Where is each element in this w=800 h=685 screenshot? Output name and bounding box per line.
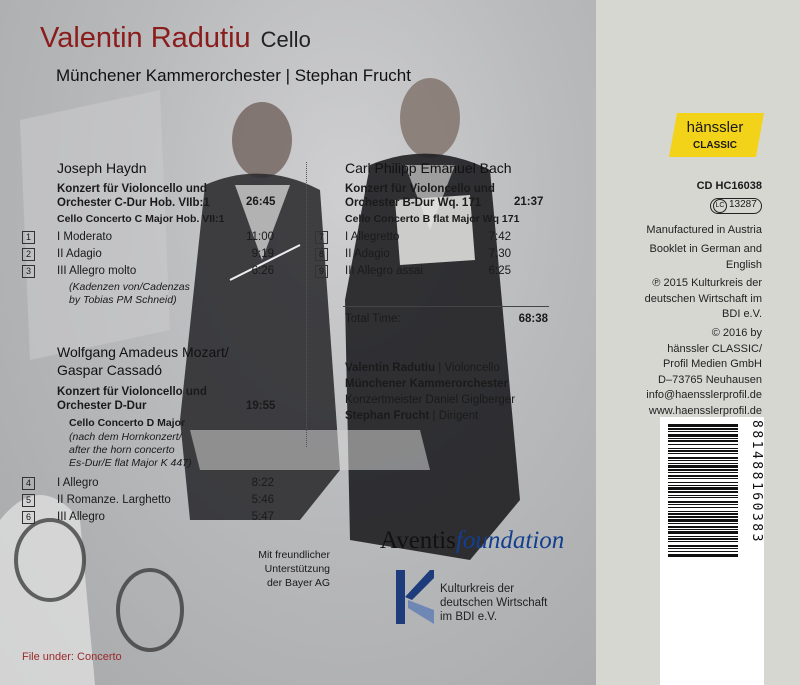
- track-number: 8: [315, 248, 328, 261]
- kulturkreis-logo-icon: [394, 570, 434, 624]
- track-title: III Allegro: [57, 511, 105, 523]
- kk-line3: im BDI e.V.: [440, 611, 498, 623]
- soloist-role: | Violoncello: [435, 362, 500, 374]
- credit-concertmaster: Konzertmeister Daniel Giglberger: [345, 394, 516, 406]
- track-row: [22, 231, 274, 246]
- track-time: 8:22: [251, 477, 274, 489]
- haydn-note-line1: (Kadenzen von/Cadenzas: [69, 281, 190, 293]
- mozart-note-line2: after the horn concerto: [69, 444, 175, 456]
- copyright: [600, 326, 762, 419]
- c-line3: Profil Medien GmbH: [662, 358, 762, 370]
- credit-orchestra: Münchener Kammerorchester: [345, 378, 508, 390]
- track-time: 6:26: [251, 265, 274, 277]
- p-line3: BDI e.V.: [722, 308, 762, 320]
- aventis-foundation-logo: [380, 527, 564, 555]
- track-row: [22, 494, 274, 509]
- track-row: [315, 265, 511, 280]
- track-row: [22, 265, 274, 280]
- p-line1: ℗ 2015 Kulturkreis der: [652, 277, 762, 289]
- p-line2: deutschen Wirtschaft im: [644, 292, 762, 305]
- conductor-name: Stephan Frucht: [345, 410, 430, 422]
- bach-title-en: Cello Concerto B flat Major Wq 171: [345, 213, 520, 225]
- soloist-name: Valentin Radutiu: [345, 362, 436, 374]
- mozart-horn-note: [69, 431, 192, 470]
- track-time: 11:00: [246, 231, 274, 243]
- haydn-title-en: Cello Concerto C Major Hob. VII:1: [57, 213, 225, 225]
- track-time: 9:19: [251, 248, 274, 260]
- booklet-info: [600, 242, 762, 273]
- mozart-composer-line1: Wolfgang Amadeus Mozart/: [57, 344, 229, 360]
- haydn-title: [57, 182, 210, 210]
- total-time-value: 68:38: [518, 313, 548, 325]
- mozart-note-line1: (nach dem Hornkonzert/: [69, 431, 182, 443]
- file-under: File under: Concerto: [22, 651, 122, 663]
- track-title: III Allegro molto: [57, 265, 137, 277]
- bach-title-line2: Orchester B-Dur Wq. 171: [345, 197, 482, 209]
- conductor-role: | Dirigent: [429, 410, 479, 422]
- catalog-number: CD HC16038: [696, 180, 762, 192]
- support-line1: Mit freundlicher: [258, 549, 330, 561]
- track-number: 2: [22, 248, 35, 261]
- instrument: Cello: [260, 27, 311, 52]
- total-time-label: Total Time:: [345, 313, 401, 325]
- track-number: 6: [22, 511, 35, 524]
- mozart-composer-line2: Gaspar Cassadó: [57, 362, 163, 378]
- lc-prefix: LC: [713, 199, 727, 213]
- lc-number: 13287: [729, 199, 757, 210]
- bach-duration: 21:37: [514, 196, 544, 208]
- track-title: II Adagio: [345, 248, 390, 260]
- label-code: [710, 198, 762, 214]
- c-line4: D–73765 Neuhausen: [658, 373, 762, 386]
- barcode-icon: [668, 422, 738, 680]
- website-link[interactable]: www.haensslerprofil.de: [648, 404, 762, 417]
- mozart-composer: [57, 344, 229, 378]
- haydn-cadenza-note: [69, 281, 190, 307]
- c-line2: hänssler CLASSIC/: [667, 342, 762, 355]
- sponsor-note: [218, 548, 330, 590]
- track-time: 6:25: [488, 265, 511, 277]
- track-time: 7:30: [488, 248, 511, 260]
- track-number: 4: [22, 477, 35, 490]
- logo-hanssler: hänssler: [686, 119, 744, 136]
- track-row: [22, 477, 274, 492]
- track-title: I Allegro: [57, 477, 99, 489]
- track-row: [315, 248, 511, 263]
- track-number: 7: [315, 231, 328, 244]
- haydn-title-line1: Konzert für Violoncello und: [57, 183, 207, 195]
- mozart-note-line3: Es-Dur/E flat Major K 447): [69, 457, 192, 469]
- bach-title-line1: Konzert für Violoncello und: [345, 183, 495, 195]
- mozart-title-line2: Orchester D-Dur: [57, 400, 147, 412]
- track-number: 1: [22, 231, 35, 244]
- mozart-duration: 19:55: [246, 400, 276, 412]
- track-time: 5:47: [251, 511, 274, 523]
- mozart-title-line1: Konzert für Violoncello und: [57, 386, 207, 398]
- hanssler-classic-logo: [669, 113, 764, 157]
- aventis-word: Aventis: [380, 527, 456, 554]
- kulturkreis-text: [440, 582, 547, 624]
- bach-composer: Carl Philipp Emanuel Bach: [345, 160, 512, 176]
- total-divider: [343, 306, 549, 307]
- track-time: 5:46: [251, 494, 274, 506]
- track-number: 9: [315, 265, 328, 278]
- kk-line1: Kulturkreis der: [440, 583, 515, 595]
- track-number: 3: [22, 265, 35, 278]
- barcode-number: 881488160383: [749, 420, 764, 544]
- track-title: III Allegro assai: [345, 265, 423, 277]
- track-number: 5: [22, 494, 35, 507]
- column-divider: [306, 162, 307, 447]
- email-link[interactable]: info@haensslerprofil.de: [646, 389, 762, 401]
- credit-conductor: [345, 410, 478, 422]
- haydn-duration: 26:45: [246, 196, 276, 208]
- track-title: I Allegretto: [345, 231, 400, 243]
- track-row: [22, 248, 274, 263]
- booklet-line2: English: [725, 258, 762, 271]
- phonogram-copyright: [600, 276, 762, 323]
- kk-line2: deutschen Wirtschaft: [440, 597, 548, 609]
- track-time: 7:42: [488, 231, 511, 243]
- mozart-title: [57, 385, 207, 413]
- track-title: II Romanze. Larghetto: [57, 494, 171, 506]
- bach-title: [345, 182, 495, 210]
- support-line3: der Bayer AG: [266, 577, 330, 589]
- track-title: II Adagio: [57, 248, 102, 260]
- artist-name: Valentin Radutiu: [40, 22, 251, 54]
- foundation-word: foundation: [455, 527, 565, 554]
- track-row: [315, 231, 511, 246]
- logo-classic: CLASSIC: [693, 140, 737, 151]
- ensemble-line: Münchener Kammerorchester | Stephan Frucht: [56, 66, 411, 85]
- haydn-note-line2: by Tobias PM Schneid): [69, 294, 177, 306]
- artist-title: [40, 22, 311, 55]
- haydn-title-line2: Orchester C-Dur Hob. VIIb:1: [57, 197, 210, 209]
- booklet-line1: Booklet in German and: [649, 243, 762, 255]
- manufactured: Manufactured in Austria: [646, 224, 762, 236]
- haydn-composer: Joseph Haydn: [57, 160, 147, 176]
- mozart-title-en: Cello Concerto D Major: [69, 417, 186, 429]
- track-row: [22, 511, 274, 526]
- credit-soloist: [345, 362, 500, 374]
- track-title: I Moderato: [57, 231, 112, 243]
- support-line2: Unterstützung: [264, 563, 330, 575]
- c-line1: © 2016 by: [711, 327, 762, 339]
